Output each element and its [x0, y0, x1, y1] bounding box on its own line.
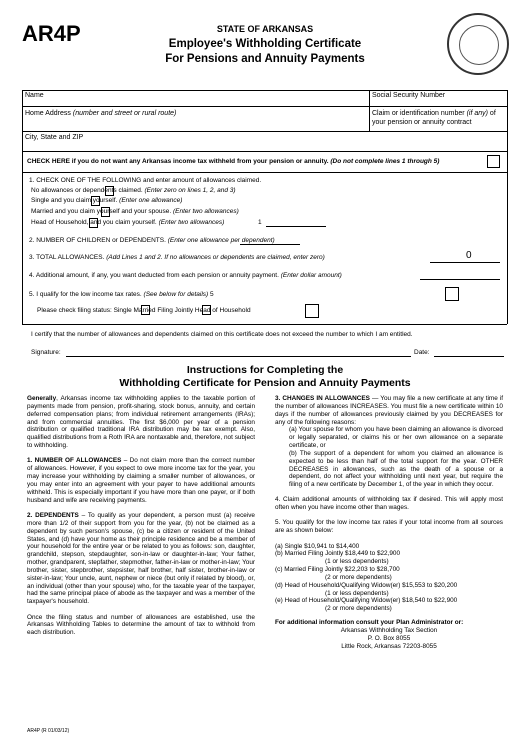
- filing-status-text: Please check filing status: Single Married Filing Jointly Head of Household: [37, 307, 251, 314]
- claim-number-field[interactable]: [372, 110, 505, 127]
- form-revision: AR4P (R 01/03/12): [27, 728, 70, 734]
- line5-text: 5. I qualify for the low income tax rates. (See below for details) 5: [29, 291, 214, 298]
- instructions-title-2: Withholding Certificate for Pension and Annuity Payments: [119, 377, 411, 389]
- line4-input[interactable]: [420, 279, 500, 280]
- left-column: Generally, Arkansas income tax withholding applies to the taxable portion of payments made from pension, profit-sharing, stock bonus, annuity, and certain deferred compensation plans; from individual retirement arrangements (IRAs); and from commercial annuities. The first $6,000 per year of a pension distribution or qualified traditional IRA distribution may be tax exempt. Also, qualified distributions from a Roth IRA are nontaxable and, therefore, not subject to withholding. 1. NUMBER OF ALLOWANCES – Do not claim more than the correct number of allowances. However, if you expect to owe more income tax for the year, you may increase your withholding by claiming a smaller number of allowances, or you may enter into an agreement with your payer to have additional amounts withheld. This is especially important if you have more than one payer, or if both husband and wife are receiving payments. 2. DEPENDENTS – To qualify as your dependent, a person must (a) receive more than 1/2 of their support from you for the year, (b) not be claimed as a dependent by such person's spouse, (c) be a citizen or resident of the United States, and (d) have your home as their principle residence and be a member of your household for the entire year or be related to you as follows: son, daughter, grandchild, stepson, stepdaughter, son-in-law or daughter-in-law; Your father, mother, grandparent, stepfather, stepmother, father-in-law or mother-in-law; Your brother, sister, stepbrother, stepsister, half brother, half sister, brother-in-law or sister-in-law; Your uncle, aunt, nephew or niece (but only if related by blood), or, an individual (other than your spouse) who, for the taxable year of the taxpayer, had the same principal place of abode as the taxpayer and was a member of the taxpayer's household. Once the filing status and number of allowances are established, use the Arkansas Withholding Tables to determine the amount of tax to withhold from each distribution.: [27, 395, 255, 637]
- line4-text: 4. Additional amount, if any, you want deducted from each pension or annuity payment. (Enter dollar amount): [29, 272, 342, 279]
- hoh-status-checkbox[interactable]: [305, 304, 319, 318]
- address-note: (number and street or rural route): [72, 110, 177, 117]
- state-heading: STATE OF ARKANSAS: [216, 24, 314, 34]
- no-allowances-checkbox[interactable]: [105, 186, 114, 196]
- line1b-text: Single and you claim yourself. (Enter one allowance): [31, 197, 183, 204]
- certify-text: I certify that the number of allowances and dependents claimed on this certificate does not exceed the number to which I am entitled.: [31, 331, 413, 338]
- ssn-field[interactable]: Social Security Number: [372, 92, 446, 99]
- line1c-text: Married and you claim yourself and your spouse. (Enter two allowances): [31, 208, 239, 215]
- line1a-text: No allowances or dependents claimed. (Enter zero on lines 1, 2, and 3): [31, 187, 236, 194]
- form-title-line1: Employee's Withholding Certificate: [168, 38, 362, 50]
- no-withholding-checkbox[interactable]: [487, 155, 500, 168]
- claim-rest: of your pension or annuity contract: [372, 110, 496, 126]
- line1-value[interactable]: 1: [258, 219, 262, 226]
- line2-text: 2. NUMBER OF CHILDREN or DEPENDENTS. (Enter one allowance per dependent): [29, 237, 275, 244]
- claim-note: (if any): [466, 110, 488, 117]
- low-income-checkbox[interactable]: [445, 287, 459, 301]
- line1-heading: 1. CHECK ONE OF THE FOLLOWING and enter amount of allowances claimed.: [29, 177, 262, 184]
- right-column: 3. CHANGES IN ALLOWANCES — You may file a new certificate at any time if the number of allowances INCREASES. You must file a new certificate within 10 days if the number of allowances previously claimed by you DECREASES for any of the following reasons: (a) Your spouse for whom you have been claiming an allowance is divorced or legally separated, or claims his or her own allowance on a separate certificate, or (b) The support of a dependent for whom you claimed an allowance is expected to be less than half of the total support for the year. OTHER DECREASES in allowances, such as the death of a spouse or a dependent, do not affect your withholding until next year, but require the filing of a new certificate by December 1, of the year in which they occur. 4. Claim additional amounts of withholding tax if desired. This will apply most often when you have income other than wages. 5. You qualify for the low income tax rates if your total income from all sources are as shown below: (a) Single $10,941 to $14,400 (b) Married Filing Jointly $18,449 to $22,900 (1 or less dependents) (c) Married Filing Jointly $22,203 to $28,700 (2 or more dependents) (d) Head of Household/Qualifying Widow(er) $15,553 to $20,200 (1 or less dependents) (e) Head of Household/Qualifying Widow(er) $18,540 to $22,900 (2 or more dependents) For additional information consult your Plan Administrator or: Arkansas Withholding Tax Section P. O. Box 8055 Little Rock, Arkansas 72203-8055: [275, 395, 503, 650]
- line1d-text: Head of Household, and you claim yourself. (Enter two allowances): [31, 219, 225, 226]
- signature-label: Signature:: [31, 349, 61, 356]
- signature-line[interactable]: [66, 356, 411, 357]
- married-status-checkbox[interactable]: [202, 305, 211, 315]
- state-seal-icon: [447, 13, 509, 75]
- form-number: AR4P: [22, 21, 81, 46]
- name-field[interactable]: Name: [25, 92, 44, 99]
- married-claim-checkbox[interactable]: [101, 207, 110, 217]
- line2-input[interactable]: [240, 244, 300, 245]
- address-label: Home Address: [25, 110, 71, 117]
- head-household-checkbox[interactable]: [89, 218, 98, 228]
- form-title-line2: For Pensions and Annuity Payments: [165, 53, 365, 65]
- date-label: Date:: [414, 349, 430, 356]
- instructions-title-1: Instructions for Completing the: [186, 364, 344, 376]
- date-line[interactable]: [434, 356, 504, 357]
- line3-value[interactable]: 0: [466, 250, 472, 261]
- address-field[interactable]: [25, 110, 176, 119]
- line3-text: 3. TOTAL ALLOWANCES. (Add Lines 1 and 2. If no allowances or dependents are claimed, enter zero): [29, 254, 325, 261]
- check-here-text: CHECK HERE if you do not want any Arkansas income tax withheld from your pension or annuity. (Do not complete lines 1 through 5): [27, 158, 440, 165]
- city-field[interactable]: City, State and ZIP: [25, 134, 84, 141]
- single-status-checkbox[interactable]: [141, 305, 150, 315]
- claim-label: Claim or identification number: [372, 110, 465, 117]
- single-claim-checkbox[interactable]: [91, 196, 100, 206]
